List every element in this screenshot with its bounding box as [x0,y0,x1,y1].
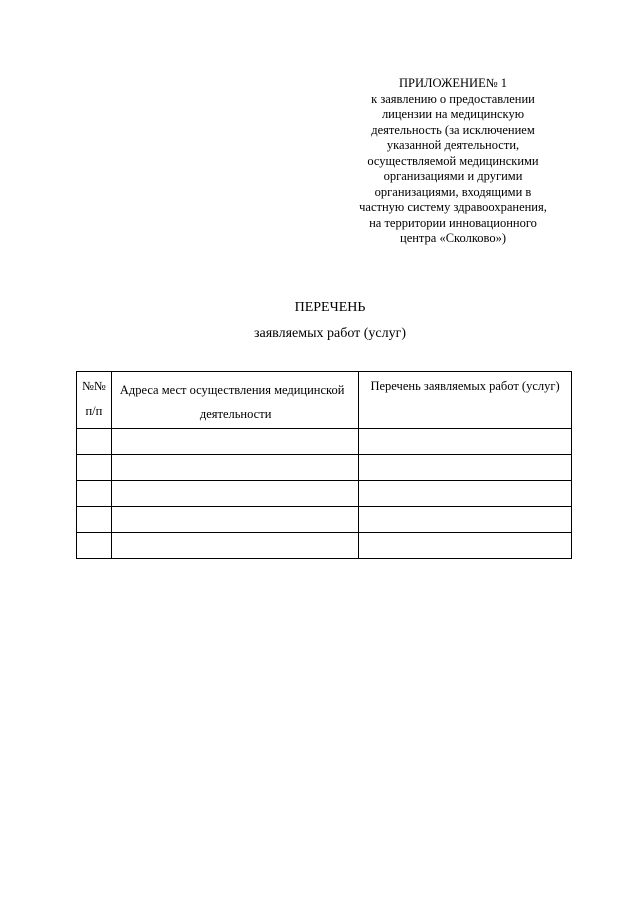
appendix-heading: ПРИЛОЖЕНИЕ№ 1 [398,76,508,90]
cell-services[interactable] [359,481,572,507]
cell-address[interactable] [111,507,358,533]
header-services-text: Перечень заявляемых работ (услуг) [370,379,560,393]
appendix-line: указанной деятельности, [386,138,520,152]
appendix-line: на территории инновационного [369,215,537,230]
cell-address[interactable] [111,455,358,481]
table-row [77,481,572,507]
appendix-line: лицензии на медицинскую [381,107,525,121]
header-services [359,372,572,429]
appendix-line: к заявлению о предоставлении [371,91,535,106]
cell-number[interactable] [77,481,112,507]
cell-address[interactable] [111,533,358,559]
table-row [77,507,572,533]
cell-services[interactable] [359,429,572,455]
header-number [77,372,112,429]
header-address [111,372,358,429]
table-row [77,455,572,481]
appendix-line: частную систему здравоохранения, [359,200,547,214]
header-number-line2: п/п [85,404,103,418]
appendix-note [346,76,560,247]
header-address-line1: Адреса мест осуществления медицинской [119,383,345,397]
cell-number[interactable] [77,455,112,481]
appendix-line: организациями и другими [383,169,523,183]
table-row [77,533,572,559]
cell-services[interactable] [359,533,572,559]
header-address-line2: деятельности [199,407,272,421]
header-number-text [77,372,111,424]
cell-number[interactable] [77,429,112,455]
document-title: ПЕРЕЧЕНЬ [294,300,366,315]
header-address-text [112,372,358,426]
table-row [77,429,572,455]
cell-address[interactable] [111,481,358,507]
cell-number[interactable] [77,533,112,559]
cell-address[interactable] [111,429,358,455]
header-number-line1: №№ [81,379,106,393]
cell-services[interactable] [359,455,572,481]
appendix-line: организациями, входящими в [374,184,532,199]
appendix-line: центра «Сколково») [400,231,506,245]
appendix-line: осуществляемой медицинскими [367,153,539,168]
appendix-line: деятельность (за исключением [371,122,535,137]
cell-services[interactable] [359,507,572,533]
services-table [76,371,572,559]
document-subtitle: заявляемых работ (услуг) [253,326,407,341]
table-header-row [77,372,572,429]
cell-number[interactable] [77,507,112,533]
